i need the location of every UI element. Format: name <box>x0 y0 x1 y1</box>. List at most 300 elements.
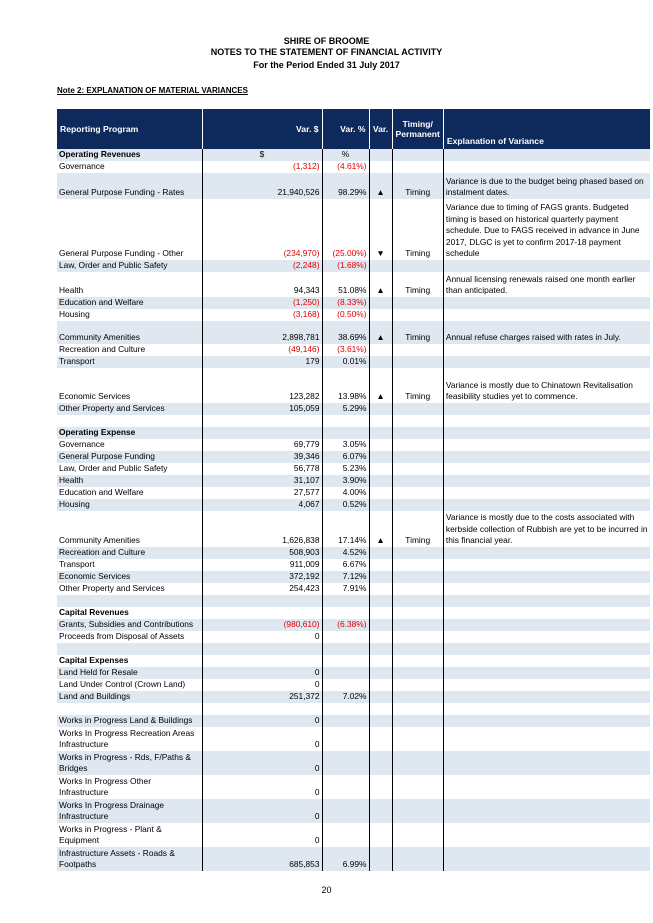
cell-var-dollar <box>202 595 322 607</box>
cell-var-dollar: 0 <box>202 631 322 643</box>
cell-var-percent <box>322 643 369 655</box>
table-row <box>57 415 650 427</box>
cell-explanation <box>443 847 650 871</box>
cell-program: Transport <box>57 356 202 368</box>
cell-var-dollar: 39,346 <box>202 451 322 463</box>
cell-timing <box>392 344 443 356</box>
cell-var-indicator <box>369 427 392 439</box>
cell-var-percent: 7.91% <box>322 583 369 595</box>
cell-var-indicator <box>369 499 392 511</box>
cell-var-percent <box>322 595 369 607</box>
table-row <box>57 356 650 368</box>
cell-var-percent: (3.61%) <box>322 344 369 356</box>
cell-explanation <box>443 297 650 309</box>
cell-var-dollar <box>202 427 322 439</box>
cell-var-indicator <box>369 415 392 427</box>
cell-timing <box>392 727 443 751</box>
cell-explanation <box>443 547 650 559</box>
cell-program: Proceeds from Disposal of Assets <box>57 631 202 643</box>
table-row <box>57 199 650 260</box>
cell-var-percent: (25.00%) <box>322 199 369 260</box>
table-row <box>57 272 650 297</box>
cell-var-percent <box>322 667 369 679</box>
cell-var-percent <box>322 703 369 715</box>
table-row <box>57 321 650 344</box>
cell-program <box>57 643 202 655</box>
cell-var-indicator <box>369 439 392 451</box>
cell-program: Law, Order and Public Safety <box>57 463 202 475</box>
cell-var-percent <box>322 775 369 799</box>
cell-program: Works in Progress - Plant & Equipment <box>57 823 202 847</box>
cell-explanation <box>443 691 650 703</box>
cell-var-percent: 6.07% <box>322 451 369 463</box>
cell-var-dollar: (3,168) <box>202 309 322 321</box>
cell-var-indicator <box>369 631 392 643</box>
cell-explanation <box>443 309 650 321</box>
cell-var-indicator <box>369 775 392 799</box>
table-row <box>57 149 650 161</box>
cell-var-indicator <box>369 823 392 847</box>
table-row <box>57 547 650 559</box>
cell-explanation <box>443 583 650 595</box>
cell-var-dollar: 0 <box>202 667 322 679</box>
cell-explanation <box>443 631 650 643</box>
cell-var-percent <box>322 823 369 847</box>
cell-var-indicator: ▲ <box>369 173 392 199</box>
cell-explanation <box>443 643 650 655</box>
cell-var-percent: 7.02% <box>322 691 369 703</box>
cell-var-indicator <box>369 559 392 571</box>
table-row <box>57 631 650 643</box>
cell-var-percent: 3.90% <box>322 475 369 487</box>
cell-var-indicator <box>369 667 392 679</box>
cell-var-percent: 6.99% <box>322 847 369 871</box>
cell-timing <box>392 356 443 368</box>
cell-var-percent: 5.23% <box>322 463 369 475</box>
cell-timing: Timing <box>392 321 443 344</box>
cell-program: Housing <box>57 499 202 511</box>
cell-explanation <box>443 715 650 727</box>
cell-var-indicator <box>369 309 392 321</box>
cell-var-dollar <box>202 607 322 619</box>
cell-var-indicator <box>369 451 392 463</box>
cell-timing <box>392 487 443 499</box>
cell-explanation <box>443 260 650 272</box>
cell-var-indicator <box>369 571 392 583</box>
cell-var-dollar: 27,577 <box>202 487 322 499</box>
table-row <box>57 297 650 309</box>
cell-program: Governance <box>57 161 202 173</box>
cell-var-indicator <box>369 297 392 309</box>
cell-explanation: Annual refuse charges raised with rates in July. <box>443 321 650 344</box>
cell-timing <box>392 715 443 727</box>
cell-program: Health <box>57 475 202 487</box>
cell-program: Transport <box>57 559 202 571</box>
cell-timing <box>392 547 443 559</box>
cell-program: Operating Expense <box>57 427 202 439</box>
cell-timing: Timing <box>392 173 443 199</box>
table-row <box>57 260 650 272</box>
col-header-var: Var. <box>369 109 392 149</box>
cell-var-dollar: 0 <box>202 823 322 847</box>
cell-timing <box>392 691 443 703</box>
cell-timing: Timing <box>392 511 443 547</box>
cell-var-indicator <box>369 583 392 595</box>
cell-program <box>57 595 202 607</box>
cell-var-dollar: 372,192 <box>202 571 322 583</box>
cell-timing <box>392 775 443 799</box>
table-row <box>57 511 650 547</box>
cell-var-dollar: 31,107 <box>202 475 322 487</box>
cell-var-indicator: ▼ <box>369 199 392 260</box>
cell-explanation <box>443 499 650 511</box>
cell-var-dollar: 4,067 <box>202 499 322 511</box>
cell-explanation <box>443 487 650 499</box>
cell-timing <box>392 475 443 487</box>
cell-var-indicator <box>369 475 392 487</box>
variance-table <box>57 109 650 871</box>
cell-var-indicator <box>369 547 392 559</box>
cell-var-indicator <box>369 727 392 751</box>
cell-var-indicator <box>369 403 392 415</box>
cell-explanation: Variance due to timing of FAGS grants. Budgeted timing is based on historical quarterly payment schedule. Due to FAGS received in advance in June 2017, DLGC is yet to confirm 2017-18 payment schedule <box>443 199 650 260</box>
cell-program: Land Under Control (Crown Land) <box>57 679 202 691</box>
cell-timing <box>392 427 443 439</box>
cell-var-percent: (1.68%) <box>322 260 369 272</box>
cell-var-percent: (6.38%) <box>322 619 369 631</box>
cell-program: Community Amenities <box>57 321 202 344</box>
cell-program: Infrastructure Assets - Roads & Footpaths <box>57 847 202 871</box>
table-row <box>57 727 650 751</box>
table-row <box>57 368 650 403</box>
cell-var-dollar: (49,146) <box>202 344 322 356</box>
cell-var-indicator <box>369 149 392 161</box>
table-row <box>57 475 650 487</box>
cell-var-percent <box>322 607 369 619</box>
table-row <box>57 499 650 511</box>
cell-timing <box>392 463 443 475</box>
col-header-explanation: Explanation of Variance <box>443 109 650 149</box>
cell-explanation <box>443 751 650 775</box>
table-row <box>57 775 650 799</box>
cell-var-indicator <box>369 703 392 715</box>
table-row <box>57 173 650 199</box>
cell-explanation <box>443 161 650 173</box>
cell-var-percent: 13.98% <box>322 368 369 403</box>
cell-var-dollar: 251,372 <box>202 691 322 703</box>
cell-var-percent: 6.67% <box>322 559 369 571</box>
cell-var-percent: 0.52% <box>322 499 369 511</box>
cell-var-dollar: 0 <box>202 775 322 799</box>
cell-explanation <box>443 667 650 679</box>
cell-var-percent <box>322 655 369 667</box>
cell-timing <box>392 583 443 595</box>
cell-explanation <box>443 775 650 799</box>
table-row <box>57 487 650 499</box>
table-row <box>57 344 650 356</box>
cell-timing <box>392 799 443 823</box>
cell-var-dollar <box>202 703 322 715</box>
cell-timing <box>392 655 443 667</box>
note-title: Note 2: EXPLANATION OF MATERIAL VARIANCES <box>57 86 248 95</box>
cell-var-percent: 17.14% <box>322 511 369 547</box>
cell-var-indicator <box>369 655 392 667</box>
table-row <box>57 403 650 415</box>
cell-explanation <box>443 559 650 571</box>
cell-program: Community Amenities <box>57 511 202 547</box>
cell-program: Works In Progress Recreation Areas Infrastructure <box>57 727 202 751</box>
cell-var-percent <box>322 715 369 727</box>
cell-var-indicator <box>369 595 392 607</box>
cell-var-percent: 5.29% <box>322 403 369 415</box>
cell-program: Other Property and Services <box>57 583 202 595</box>
cell-program: Grants, Subsidies and Contributions <box>57 619 202 631</box>
cell-var-percent: (4.61%) <box>322 161 369 173</box>
cell-var-dollar: 56,778 <box>202 463 322 475</box>
cell-program: Works In Progress Drainage Infrastructure <box>57 799 202 823</box>
cell-var-indicator <box>369 463 392 475</box>
table-row <box>57 823 650 847</box>
cell-var-indicator <box>369 487 392 499</box>
cell-var-indicator <box>369 751 392 775</box>
cell-var-indicator <box>369 715 392 727</box>
cell-var-dollar: 21,940,526 <box>202 173 322 199</box>
cell-var-percent <box>322 751 369 775</box>
cell-var-dollar: 0 <box>202 715 322 727</box>
cell-timing <box>392 571 443 583</box>
cell-var-percent: 4.00% <box>322 487 369 499</box>
page-number: 20 <box>321 885 332 895</box>
cell-explanation <box>443 439 650 451</box>
col-header-program: Reporting Program <box>57 109 202 149</box>
cell-explanation <box>443 619 650 631</box>
cell-var-percent <box>322 799 369 823</box>
cell-explanation: Annual licensing renewals raised one month earlier than anticipated. <box>443 272 650 297</box>
table-row <box>57 463 650 475</box>
cell-var-indicator: ▲ <box>369 511 392 547</box>
cell-explanation <box>443 427 650 439</box>
cell-timing <box>392 595 443 607</box>
cell-var-dollar: (2,248) <box>202 260 322 272</box>
cell-explanation: Variance is due to the budget being phased based on instalment dates. <box>443 173 650 199</box>
cell-var-dollar: 179 <box>202 356 322 368</box>
table-header-row <box>57 109 650 149</box>
cell-timing <box>392 161 443 173</box>
cell-var-dollar: 508,903 <box>202 547 322 559</box>
cell-explanation: Variance is mostly due to Chinatown Revitalisation feasibility studies yet to commence. <box>443 368 650 403</box>
cell-timing <box>392 619 443 631</box>
cell-var-percent: 98.29% <box>322 173 369 199</box>
cell-var-indicator <box>369 607 392 619</box>
cell-program: Land Held for Resale <box>57 667 202 679</box>
cell-timing <box>392 297 443 309</box>
cell-explanation <box>443 356 650 368</box>
cell-timing <box>392 149 443 161</box>
cell-var-percent: 4.52% <box>322 547 369 559</box>
table-row <box>57 703 650 715</box>
report-entity: SHIRE OF BROOME <box>283 36 370 46</box>
cell-var-dollar: 254,423 <box>202 583 322 595</box>
cell-program: General Purpose Funding <box>57 451 202 463</box>
cell-var-indicator: ▲ <box>369 272 392 297</box>
cell-var-dollar <box>202 643 322 655</box>
cell-var-dollar: (980,610) <box>202 619 322 631</box>
cell-program: Works in Progress - Rds, F/Paths & Bridges <box>57 751 202 775</box>
cell-program: Law, Order and Public Safety <box>57 260 202 272</box>
cell-var-dollar: 0 <box>202 751 322 775</box>
report-period: For the Period Ended 31 July 2017 <box>253 60 400 70</box>
cell-var-dollar: 0 <box>202 727 322 751</box>
table-row <box>57 451 650 463</box>
table-row <box>57 847 650 871</box>
cell-var-dollar: (234,970) <box>202 199 322 260</box>
cell-var-percent: % <box>322 149 369 161</box>
report-title: NOTES TO THE STATEMENT OF FINANCIAL ACTIVITY <box>210 47 443 57</box>
cell-var-percent: (8.33%) <box>322 297 369 309</box>
table-row <box>57 583 650 595</box>
table-row <box>57 427 650 439</box>
cell-timing <box>392 703 443 715</box>
cell-timing <box>392 667 443 679</box>
cell-program: Recreation and Culture <box>57 547 202 559</box>
table-row <box>57 439 650 451</box>
table-row <box>57 679 650 691</box>
cell-timing: Timing <box>392 199 443 260</box>
cell-var-dollar <box>202 655 322 667</box>
cell-timing: Timing <box>392 368 443 403</box>
cell-program: Land and Buildings <box>57 691 202 703</box>
cell-var-dollar: 69,779 <box>202 439 322 451</box>
cell-program: Education and Welfare <box>57 487 202 499</box>
cell-program: Capital Revenues <box>57 607 202 619</box>
cell-timing <box>392 823 443 847</box>
table-row <box>57 799 650 823</box>
cell-var-indicator <box>369 356 392 368</box>
table-row <box>57 667 650 679</box>
cell-program: Housing <box>57 309 202 321</box>
cell-program: Capital Expenses <box>57 655 202 667</box>
cell-var-dollar: $ <box>202 149 322 161</box>
cell-explanation <box>443 679 650 691</box>
table-row <box>57 559 650 571</box>
cell-var-percent <box>322 415 369 427</box>
cell-program: General Purpose Funding - Rates <box>57 173 202 199</box>
cell-program: Governance <box>57 439 202 451</box>
cell-timing <box>392 415 443 427</box>
cell-explanation <box>443 451 650 463</box>
cell-timing <box>392 631 443 643</box>
cell-program: Economic Services <box>57 368 202 403</box>
cell-var-indicator <box>369 161 392 173</box>
cell-var-indicator: ▲ <box>369 368 392 403</box>
cell-explanation: Variance is mostly due to the costs associated with kerbside collection of Rubbish are yet to be incurred in this financial year. <box>443 511 650 547</box>
table-row <box>57 309 650 321</box>
cell-explanation <box>443 727 650 751</box>
cell-timing <box>392 309 443 321</box>
cell-explanation <box>443 799 650 823</box>
cell-program: General Purpose Funding - Other <box>57 199 202 260</box>
cell-var-percent: 7.12% <box>322 571 369 583</box>
cell-explanation <box>443 703 650 715</box>
cell-program: Works In Progress Other Infrastructure <box>57 775 202 799</box>
cell-program: Economic Services <box>57 571 202 583</box>
cell-var-indicator <box>369 344 392 356</box>
cell-program: Works in Progress Land & Buildings <box>57 715 202 727</box>
table-row <box>57 571 650 583</box>
cell-timing <box>392 439 443 451</box>
table-row <box>57 161 650 173</box>
cell-program <box>57 703 202 715</box>
cell-var-indicator: ▲ <box>369 321 392 344</box>
cell-var-indicator <box>369 643 392 655</box>
cell-timing <box>392 260 443 272</box>
cell-var-indicator <box>369 679 392 691</box>
cell-program: Recreation and Culture <box>57 344 202 356</box>
cell-var-percent <box>322 631 369 643</box>
cell-program: Health <box>57 272 202 297</box>
cell-explanation <box>443 344 650 356</box>
cell-timing <box>392 751 443 775</box>
cell-var-indicator <box>369 260 392 272</box>
cell-timing <box>392 559 443 571</box>
cell-var-percent <box>322 427 369 439</box>
cell-var-indicator <box>369 799 392 823</box>
cell-explanation <box>443 415 650 427</box>
col-header-var-percent: Var. % <box>322 109 369 149</box>
table-row <box>57 751 650 775</box>
cell-var-percent <box>322 727 369 751</box>
cell-explanation <box>443 655 650 667</box>
cell-program: Operating Revenues <box>57 149 202 161</box>
cell-var-percent: 0.01% <box>322 356 369 368</box>
cell-var-dollar: 105,059 <box>202 403 322 415</box>
cell-timing <box>392 607 443 619</box>
cell-program <box>57 415 202 427</box>
cell-program: Education and Welfare <box>57 297 202 309</box>
cell-var-percent <box>322 679 369 691</box>
cell-explanation <box>443 595 650 607</box>
cell-var-percent: 51.08% <box>322 272 369 297</box>
cell-var-indicator <box>369 691 392 703</box>
cell-explanation <box>443 149 650 161</box>
cell-timing <box>392 679 443 691</box>
table-row <box>57 607 650 619</box>
cell-timing <box>392 403 443 415</box>
cell-explanation <box>443 607 650 619</box>
cell-var-dollar <box>202 415 322 427</box>
table-row <box>57 643 650 655</box>
table-row <box>57 619 650 631</box>
table-row <box>57 715 650 727</box>
cell-var-dollar: 2,898,781 <box>202 321 322 344</box>
cell-var-dollar: 123,282 <box>202 368 322 403</box>
cell-timing <box>392 643 443 655</box>
cell-var-percent: 3.05% <box>322 439 369 451</box>
col-header-var-dollar: Var. $ <box>202 109 322 149</box>
cell-var-dollar: 0 <box>202 799 322 823</box>
cell-var-dollar: 0 <box>202 679 322 691</box>
cell-var-dollar: 685,853 <box>202 847 322 871</box>
cell-var-dollar: 94,343 <box>202 272 322 297</box>
cell-explanation <box>443 475 650 487</box>
cell-explanation <box>443 403 650 415</box>
table-row <box>57 655 650 667</box>
cell-var-indicator <box>369 619 392 631</box>
cell-var-percent: (0.50%) <box>322 309 369 321</box>
cell-timing <box>392 499 443 511</box>
cell-timing: Timing <box>392 272 443 297</box>
cell-var-dollar: 1,626,838 <box>202 511 322 547</box>
